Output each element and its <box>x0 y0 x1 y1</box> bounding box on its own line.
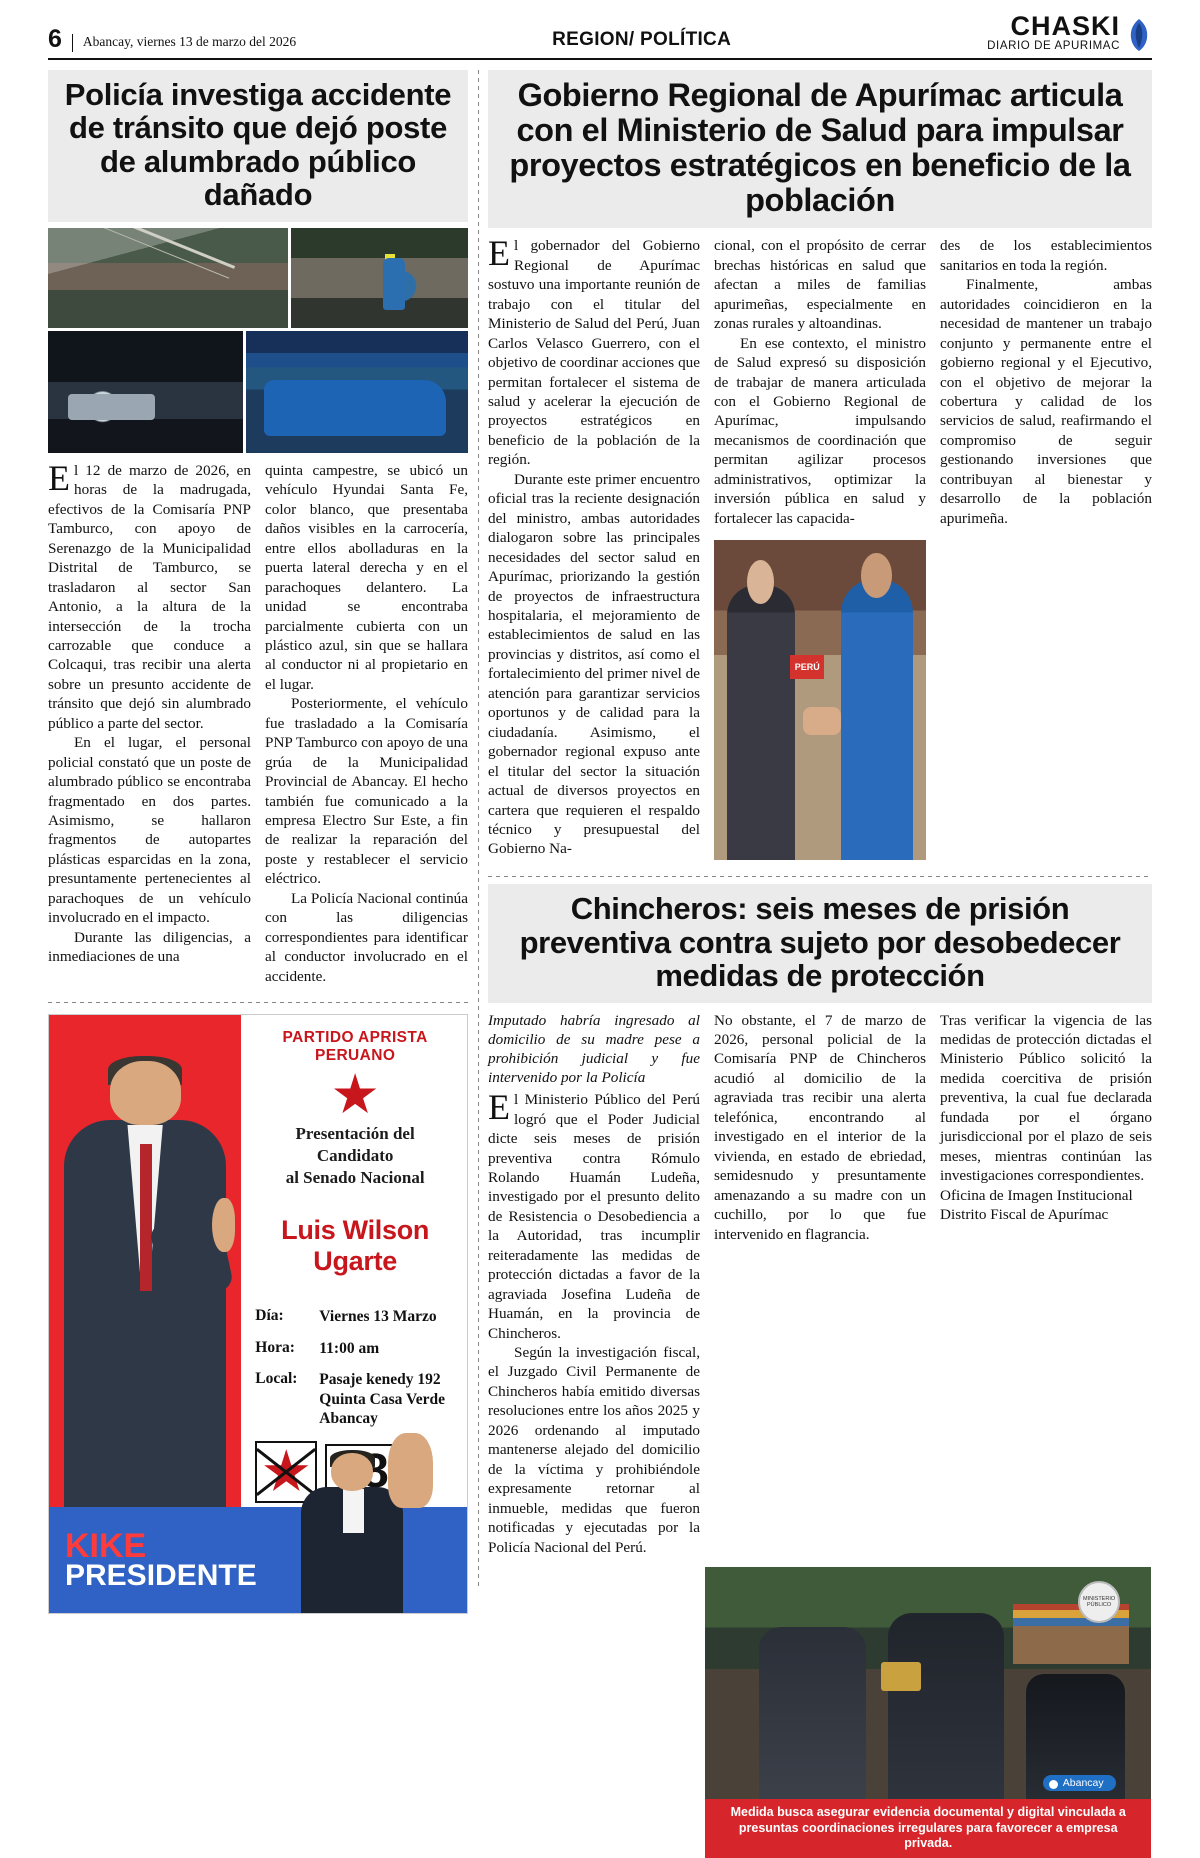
candidate-tie <box>140 1144 152 1291</box>
location-badge: Abancay <box>1043 1775 1116 1791</box>
ministerio-publico-seal-icon: MINISTERIO PÚBLICO <box>1078 1581 1120 1623</box>
left-column <box>48 70 468 1590</box>
headline-accident: Policía investiga accidente de tránsito que dejó poste de alumbrado público dañado <box>48 70 468 222</box>
paragraph: des de los establecimientos sanitarios en toda la región. <box>940 237 1152 274</box>
ad-detail-value: Viernes 13 Marzo <box>319 1308 437 1326</box>
regional-body-col2 <box>714 236 926 860</box>
page-number: 6 <box>48 25 62 53</box>
ad-detail-key: Hora: <box>255 1338 295 1356</box>
ad-detail-row <box>255 1339 455 1358</box>
chincheros-lead: Imputado habría ingresado al domicilio de su madre pese a prohibición judicial y fue intervenido por la Policía <box>488 1011 700 1086</box>
right-column <box>488 70 1152 1851</box>
paragraph: Según la investigación fiscal, el Juzgado Civil Permanente de Chincheros había emitido diversas resoluciones entre los años 2025 y 2026 ordenando al imputado mantenerse alejado del domicilio de la víctima y prohibiéndole expresamente retornar al inmueble, medidas que fueron notificadas y ejecutadas por la Policía Nacional del Perú. <box>488 1344 700 1556</box>
photo-caption: Medida busca asegurar evidencia documental y digital vinculada a presuntas coordinaciones irregulares para favorecer a empresa privada. <box>705 1799 1151 1858</box>
paragraph: En ese contexto, el ministro de Salud expresó su disposición de trabajar de manera articulada con el Gobierno Regional de Apurímac, impulsando mecanismos de coordinación que permitan agilizar procesos administrativos, optimizar la inversión pública en salud y fortalecer las capacida- <box>714 334 926 527</box>
ad-candidate-name: Luis Wilson Ugarte <box>281 1215 430 1277</box>
paragraph: Durante las diligencias, a inmediaciones de una <box>48 928 251 966</box>
ad-detail-value: Pasaje kenedy 192 Quinta Casa Verde Abancay <box>319 1371 446 1427</box>
divider <box>48 996 468 1008</box>
paragraph: Tras verificar la vigencia de las medidas de protección dictadas el Ministerio Público solicitó la medida coercitiva de prisión preventiva, la cual fue declarada fundada por el órgano jurisdiccional por el plazo de seis meses, mientras continúan las investigaciones correspondientes. <box>940 1011 1152 1185</box>
ad-slogan <box>49 1526 257 1592</box>
dateline: Abancay, viernes 13 de marzo del 2026 <box>72 34 296 52</box>
ad-detail-value: 11:00 am <box>319 1339 380 1357</box>
photo-covered-vehicle <box>246 331 468 453</box>
regional-body <box>488 233 1152 860</box>
photo-fiscal-operation <box>705 1567 1151 1799</box>
accident-body-col2 <box>265 461 468 986</box>
photo-handshake-governor-minister <box>714 540 926 860</box>
ad-slogan-line2: PRESIDENTE <box>65 1559 257 1592</box>
photo-fallen-pole <box>48 228 288 328</box>
candidate-pointing-hand <box>212 1198 235 1252</box>
chincheros-body-col1 <box>488 1011 700 1557</box>
vertical-divider <box>468 70 488 1590</box>
ad-detail-row <box>255 1370 455 1428</box>
paragraph: El 12 de marzo de 2026, en horas de la madrugada, efectivos de la Comisaría PNP Tamburco, con apoyo de Serenazgo de la Municipalidad Distrital de Tamburco, se trasladaron al sector San Antonio, a la altura de la intersección de la trocha carrozable que conduce a Colcaqui, tras recibir una alerta sobre un presunto accidente de tránsito que dejó sin alumbrado público a parte del sector. <box>48 457 251 732</box>
paragraph: Finalmente, ambas autoridades coincidieron en la necesidad de mantener un trabajo conjunto y permanente entre el gobierno regional y el Ejecutivo, con el objetivo de mejorar la cobertura y calidad de los servicios de salud, reafirmando el compromiso de seguir gestionando inversiones que contribuyan al bienestar y desarrollo de la población apurimeña. <box>940 276 1152 527</box>
headline-regional: Gobierno Regional de Apurímac articula con el Ministerio de Salud para impulsar proyectos estratégicos en beneficio de la población <box>488 70 1152 228</box>
ad-presentation-line2: al Senado Nacional <box>285 1168 425 1188</box>
paragraph: En el lugar, el personal policial constató que un poste de alumbrado público se encontraba fragmentado en dos partes. Asimismo, se hallaron fragmentos de autopartes plásticas esparcidas en la zona, presuntamente pertenecientes al parachoques de un vehículo involucrado en el impacto. <box>48 734 251 927</box>
ad-detail-row <box>255 1307 455 1326</box>
masthead <box>48 11 1152 60</box>
ad-party-name: PARTIDO APRISTA PERUANO <box>282 1029 428 1065</box>
paragraph: quinta campestre, se ubicó un vehículo Hyundai Santa Fe, color blanco, que presentaba daños visibles en la carrocería, entre ellos abolladuras en la puerta lateral derecha y en el parachoques delantero. La unidad se encontraba parcialmente cubierta con un plástico azul, sin que se hallara al conductor ni al propietario en el lugar. <box>265 461 468 693</box>
ad-photo-presidential-candidate <box>277 1443 427 1613</box>
ad-detail-key: Local: <box>255 1370 298 1388</box>
candidate-face <box>110 1061 181 1125</box>
paragraph: Posteriormente, el vehículo fue trasladado a la Comisaría PNP Tamburco con apoyo de una grúa de la Municipalidad Provincial de Abancay. El hecho también fue comunicado a la empresa Electro Sur Este, a fin de realizar la reparación del poste y restablecer el servicio eléctrico. <box>265 695 468 888</box>
headline-chincheros: Chincheros: seis meses de prisión preventiva contra sujeto por desobedecer medidas de protección <box>488 884 1152 1002</box>
chincheros-body-col2 <box>714 1011 926 1557</box>
ad-presentation <box>255 1123 455 1189</box>
ad-detail-key: Día: <box>255 1307 284 1325</box>
paragraph: El gobernador del Gobierno Regional de Apurímac sostuvo una importante reunión de trabajo con el titular del Ministerio de Salud del Perú, Juan Carlos Velasco Guerrero, con el objetivo de coordinar acciones que permitan fortalecer el sistema de salud y acelerar la ejecución de proyectos estratégicos en beneficio de la población de la región. <box>488 233 700 469</box>
accident-body-col1 <box>48 457 251 986</box>
ad-presentation-line1: Presentación del Candidato <box>295 1124 415 1166</box>
accident-photo-group <box>48 228 468 453</box>
accident-body <box>48 457 468 986</box>
brand <box>987 11 1152 52</box>
apra-star-icon <box>333 1073 377 1117</box>
ad-event-details <box>255 1307 455 1428</box>
paragraph: Durante este primer encuentro oficial tras la reciente designación del ministro, ambas autoridades dialogaron sobre las principales necesidades del sector salud en Apurímac, priorizando la gestión de proyectos de infraestructura hospitalaria, el mejoramiento de establecimientos de salud en las provincias y distritos, así como el fortalecimiento del primer nivel de atención para garantizar servicios oportunos y de calidad para la ciudadanía. Asimismo, el gobernador regional expuso ante el titular del sector la situación actual de diversos proyectos en cartera que requieren el respaldo técnico y presupuestal del Gobierno Na- <box>488 470 700 858</box>
article-signature: Oficina de Imagen Institucional Distrito Fiscal de Apurímac <box>940 1186 1133 1224</box>
paragraph: No obstante, el 7 de marzo de 2026, personal policial de la Comisaría PNP de Chincheros acudió al domicilio de la agraviada tras recibir una alerta telefónica, encontrando al investigado en el interior de la vivienda, en estado de ebriedad, semidesnudo y presuntamente amenazando a su madre con un cuchillo, por lo que fue intervenido en flagrancia. <box>714 1011 926 1243</box>
photo-police-officer <box>291 228 468 328</box>
paragraph: La Policía Nacional continúa con las diligencias correspondientes para identificar al conductor involucrado en el accidente. <box>265 889 468 985</box>
divider <box>488 870 1152 882</box>
chincheros-body <box>488 1011 1152 1557</box>
regional-body-col3 <box>940 236 1152 860</box>
brand-name: CHASKI <box>1010 11 1120 42</box>
paragraph: El Ministerio Público del Perú logró que el Poder Judicial dicte seis meses de prisión preventiva contra Rómulo Rolando Huamán Ludeña, investigado por el presunto delito de Resistencia o Desobediencia a la Autoridad, tras incumplir reiteradamente las medidas de protección dictadas a favor de la agraviada Josefina Ludeña de Huamán, en la provincia de Chincheros. <box>488 1087 700 1342</box>
brand-subtitle: DIARIO DE APURIMAC <box>987 40 1120 52</box>
chincheros-body-col3 <box>940 1011 1152 1557</box>
chaski-bird-logo-icon <box>1126 18 1152 52</box>
regional-body-col1 <box>488 233 700 860</box>
ad-slogan-line1: KIKE <box>65 1526 147 1565</box>
photo-night-scene <box>48 331 243 453</box>
chincheros-photo-block <box>705 1567 1151 1858</box>
political-advertisement[interactable] <box>48 1014 468 1614</box>
section-title: REGION/ POLÍTICA <box>552 29 732 50</box>
paragraph: cional, con el propósito de cerrar brechas históricas en salud que afectan a miles de familias apurimeñas, especialmente en zonas rurales y altoandinas. <box>714 237 926 333</box>
ad-slogan-banner <box>49 1507 467 1613</box>
peru-flag-badge: PERÚ <box>790 655 824 679</box>
